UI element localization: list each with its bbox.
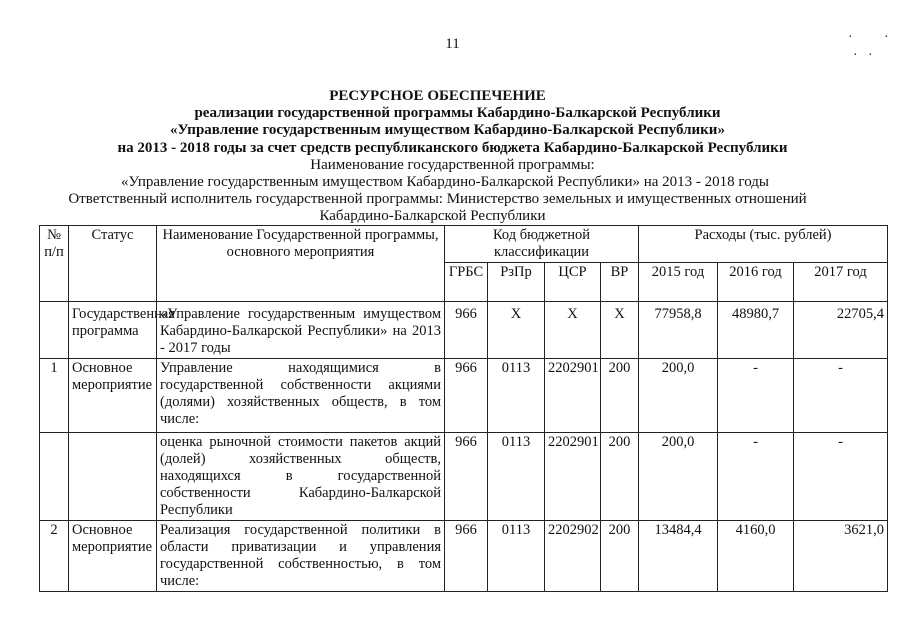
program-name-label: Наименование государственной программы: [310, 156, 595, 173]
header-csr: ЦСР [545, 263, 601, 302]
header-status: Статус [69, 226, 157, 302]
cell-2017: 22705,4 [794, 302, 888, 359]
cell-2015: 77958,8 [639, 302, 718, 359]
title-line: «Управление государственным имуществом Кабардино-Балкарской Республики» [170, 122, 725, 139]
responsible-executor: Ответственный исполнитель государственной программы: Министерство земельных и имущественных отношений [68, 191, 807, 208]
header-num: № п/п [40, 226, 69, 302]
cell-csr: Х [545, 302, 601, 359]
cell-rzpr: 0113 [488, 433, 545, 521]
table-row [40, 521, 888, 592]
cell-2016: - [718, 433, 794, 521]
table-row [40, 359, 888, 433]
cell-num [40, 433, 69, 521]
cell-status [69, 433, 157, 521]
cell-2017: 3621,0 [794, 521, 888, 592]
header-name: Наименование Государственной программы, основного мероприятия [157, 226, 445, 302]
scan-mark: · [848, 30, 853, 45]
header-2016: 2016 год [718, 263, 794, 302]
cell-csr: 2202902 [545, 521, 601, 592]
cell-name: Управление находящимися в государственной собственности акциями (долями) хозяйственных обществ, в том числе: [157, 359, 445, 433]
cell-status: Основное мероприятие [69, 359, 157, 433]
header-2015: 2015 год [639, 263, 718, 302]
responsible-executor-cont: Кабардино-Балкарской Республики [319, 208, 546, 225]
cell-2016: 4160,0 [718, 521, 794, 592]
cell-2016: 48980,7 [718, 302, 794, 359]
resource-table [39, 225, 888, 592]
cell-2015: 200,0 [639, 433, 718, 521]
document-header [0, 88, 905, 226]
cell-2015: 13484,4 [639, 521, 718, 592]
cell-2015: 200,0 [639, 359, 718, 433]
program-name: «Управление государственным имуществом Кабардино-Балкарской Республики» на 2013 - 2018 годы [121, 174, 769, 191]
cell-grbs: 966 [445, 302, 488, 359]
table-row [40, 433, 888, 521]
cell-status: Государственная программа [69, 302, 157, 359]
cell-grbs: 966 [445, 521, 488, 592]
page-number: 11 [445, 36, 460, 52]
cell-rzpr: 0113 [488, 359, 545, 433]
title-line: РЕСУРСНОЕ ОБЕСПЕЧЕНИЕ [329, 88, 546, 104]
cell-csr: 2202901 [545, 359, 601, 433]
cell-rzpr: Х [488, 302, 545, 359]
header-rzpr: РзПр [488, 263, 545, 302]
title-line: реализации государственной программы Кабардино-Балкарской Республики [194, 105, 721, 122]
header-2017: 2017 год [794, 263, 888, 302]
cell-name: оценка рыночной стоимости пакетов акций (долей) хозяйственных обществ, находящихся в государственной собственности Кабардино-Балкарской Республики [157, 433, 445, 521]
header-budget-code: Код бюджетной классификации [445, 226, 639, 263]
table-row [40, 302, 888, 359]
cell-status: Основное мероприятие [69, 521, 157, 592]
header-grbs: ГРБС [445, 263, 488, 302]
scan-mark: · [884, 30, 889, 45]
cell-2017: - [794, 359, 888, 433]
cell-num: 2 [40, 521, 69, 592]
scan-mark: · [868, 48, 873, 63]
cell-rzpr: 0113 [488, 521, 545, 592]
header-expenses: Расходы (тыс. рублей) [639, 226, 888, 263]
cell-vr: Х [601, 302, 639, 359]
cell-num: 1 [40, 359, 69, 433]
cell-csr: 2202901 [545, 433, 601, 521]
cell-vr: 200 [601, 359, 639, 433]
cell-2016: - [718, 359, 794, 433]
cell-grbs: 966 [445, 359, 488, 433]
cell-vr: 200 [601, 433, 639, 521]
cell-name: Реализация государственной политики в области приватизации и управления государственной собственностью, в том числе: [157, 521, 445, 592]
cell-grbs: 966 [445, 433, 488, 521]
cell-vr: 200 [601, 521, 639, 592]
header-vr: ВР [601, 263, 639, 302]
cell-2017: - [794, 433, 888, 521]
cell-name: «Управление государственным имуществом Кабардино-Балкарской Республики» на 2013 - 2017 годы [157, 302, 445, 359]
scan-mark: · [853, 48, 858, 63]
cell-num [40, 302, 69, 359]
title-line: на 2013 - 2018 годы за счет средств республиканского бюджета Кабардино-Балкарской Республики [117, 139, 788, 156]
